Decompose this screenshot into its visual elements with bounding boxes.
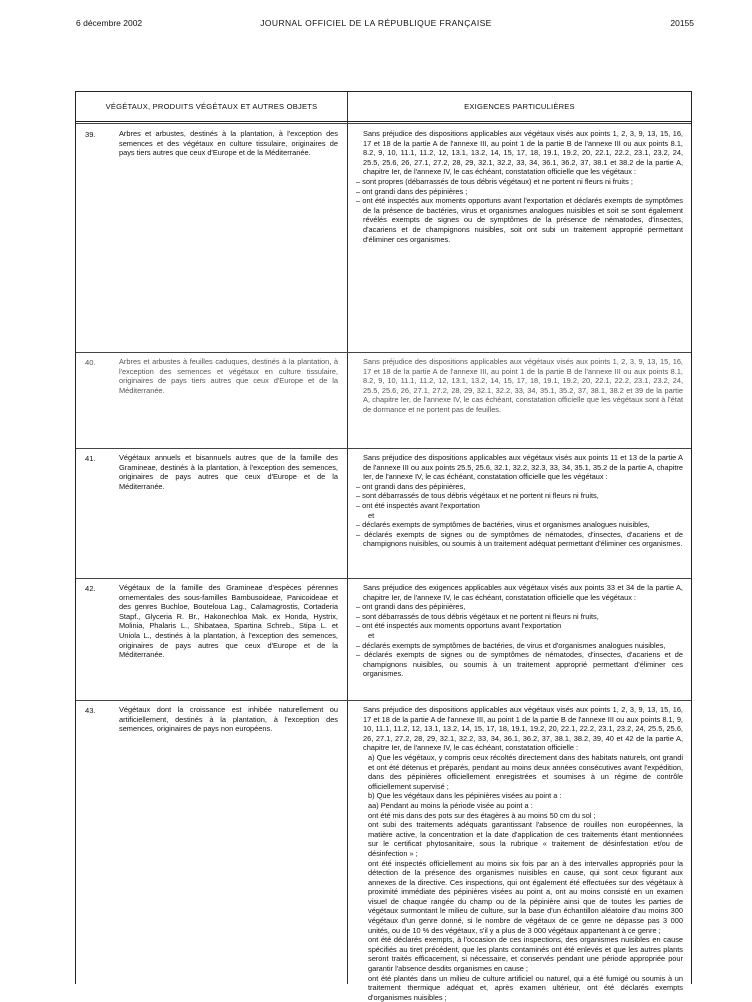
requirement-item: – ont été inspectés aux moments opportuns avant l'exportation xyxy=(356,621,562,631)
row-number: 42. xyxy=(85,584,96,593)
requirements-table xyxy=(75,91,692,1002)
row-objects-text: Arbres et arbustes à feuilles caduques, destinés à la plantation, à l'exception des semences et végétaux en culture tissulaire, originaires de pays tiers autres que ceux d'Europe et de la Méditerranée. xyxy=(119,357,338,395)
row-objects-text: Végétaux annuels et bisannuels autres que de la famille des Gramineae, destinés à la plantation, à l'exception des semences, originaires de pays autres que ceux d'Europe et de la Méditerranée. xyxy=(119,453,338,491)
requirement-item: – ont grandi dans des pépinières ; xyxy=(356,186,468,196)
requirement-item: – déclarés exempts de symptômes de bactéries, de virus et d'organismes analogues nuisibles, xyxy=(356,640,666,650)
requirement-intro: Sans préjudice des dispositions applicables aux végétaux visés aux points 1, 2, 3, 9, 13, 15, 16, 17 et 18 de la partie A de l'annexe III, au point 1 de la partie B de l'annexe III ou aux points 8.1, 9, 10, 11.1, 11.2, 12, 13.1, 13.2, 14, 15, 17, 18, 19.1, 19.2, 20, 22.1, 22.2, 23.1, 23.2, 24, 25.5, 25.6, 26, 27.1, 27.2, 28, 29, 32.1, 32.2, 33, 34, 36.1, 36.2, 37, 38.1, 38.2, 39, 40 et 42 de la partie A, chapitre Ier, de l'annexe IV, le cas échéant, constatation officielle : xyxy=(363,705,683,753)
row-requirements xyxy=(356,705,683,1002)
requirement-item: aa) Pendant au moins la période visée au point a : xyxy=(368,800,533,810)
row-number: 43. xyxy=(85,706,96,715)
requirement-item: – sont débarrassés de tous débris végétaux et ne portent ni fleurs ni fruits, xyxy=(356,491,599,501)
table-row xyxy=(76,578,691,701)
requirement-item: – déclarés exempts de signes ou de symptômes de nématodes, d'insectes, d'acariens et de champignons nuisibles, ou soumis à un traitement approprié permettant d'éliminer ces organismes. xyxy=(356,650,683,679)
row-objects-text: Végétaux de la famille des Gramineae d'espèces pérennes ornementales des sous-familles Bambusoideae, Panicoideae et des genres Buchloe, Bouteloua Lag., Calamagrostis, Cortaderia Stapf., Glyceria R. Br., Hakonechloa Mak. ex Honda, Hystrix, Molinia, Phalaris L., Shibataea, Spartina Schreb., Stipa L. et Uniola L., destinés à la plantation, à l'exception des semences, originaires de pays autres que ceux d'Europe et de la Méditerranée. xyxy=(119,583,338,660)
table-row xyxy=(76,124,691,353)
requirement-item: – déclarés exempts de symptômes de bactéries, virus et organismes analogues nuisibles, xyxy=(356,520,650,530)
requirement-item: ont été plantés dans un milieu de culture artificiel ou naturel, qui a été fumigé ou soumis à un traitement thermique adéquat et, après examen ultérieur, ont été déclarés exempts d'organismes nuisibles ; xyxy=(368,973,683,1002)
row-requirements xyxy=(356,357,683,415)
row-requirements xyxy=(356,583,683,679)
column-header-requirements: EXIGENCES PARTICULIÈRES xyxy=(348,92,691,122)
requirement-item: – déclarés exempts de signes ou de symptômes de nématodes, d'insectes, d'acariens et de champignons nuisibles, ou soumis à un traitement adéquat permettant d'éliminer ces organismes. xyxy=(356,529,683,549)
row-requirements xyxy=(356,129,683,244)
row-number: 39. xyxy=(85,130,96,139)
row-objects-text: Arbres et arbustes, destinés à la plantation, à l'exception des semences et des végétaux en culture tissulaire, originaires de pays tiers autres que ceux d'Europe et de la Méditerranée. xyxy=(119,129,338,158)
table-row xyxy=(76,448,691,579)
requirement-item: – sont débarrassés de tous débris végétaux et ne portent ni fleurs ni fruits, xyxy=(356,611,599,621)
requirement-connector: et xyxy=(368,510,375,520)
requirement-item: ont été mis dans des pots sur des étagères à au moins 50 cm du sol ; xyxy=(368,810,596,820)
requirement-item: – ont été inspectés aux moments opportuns avant l'exportation et déclarés exempts de symptômes de la présence de bactéries, virus et organismes analogues nuisibles et soit se sont également révélés exempts de signes ou de symptômes de la présence de nématodes, d'insectes, d'acariens et de champignons nuisibles, soit ont subi un traitement approprié permettant d'éliminer ces organismes. xyxy=(356,196,683,244)
row-number: 41. xyxy=(85,454,96,463)
requirement-item: – ont été inspectés avant l'exportation xyxy=(356,500,480,510)
row-objects-text: Végétaux dont la croissance est inhibée naturellement ou artificiellement, destinés à la plantation, à l'exception des semences, originaires de pays non européens. xyxy=(119,705,338,734)
requirement-item: ont été déclarés exempts, à l'occasion de ces inspections, des organismes nuisibles en cause spécifiés au tiret précédent, que les plants contaminés ont été enlevés et que les autres plants seront traités efficacement, si nécessaire, et conservés pendant une période appropriée pour garantir l'absence desdits organismes en cause ; xyxy=(368,935,683,974)
requirement-item: a) Que les végétaux, y compris ceux récoltés directement dans des habitats naturels, ont grandi et ont été détenus et préparés, pendant au moins deux années consécutives avant l'expédition, dans des pépinières officiellement enregistrées et soumises à un régime de contrôle officiellement supervisé ; xyxy=(368,752,683,791)
table-row xyxy=(76,352,691,449)
column-header-objects: VÉGÉTAUX, PRODUITS VÉGÉTAUX ET AUTRES OBJETS xyxy=(76,92,347,122)
requirement-item: – sont propres (débarrassés de tous débris végétaux) et ne portent ni fleurs ni fruits ; xyxy=(356,176,633,186)
row-requirements xyxy=(356,453,683,549)
journal-title: JOURNAL OFFICIEL DE LA RÉPUBLIQUE FRANÇAISE xyxy=(260,18,492,28)
requirement-intro: Sans préjudice des dispositions applicables aux végétaux visés aux points 11 et 13 de la partie A de l'annexe III ou aux points 25.5, 25.6, 32.1, 32.2, 32.3, 33, 34, 35.1, 35.2 de la partie A, chapitre Ier, de l'annexe IV, le cas échéant, constatation officielle que les végétaux : xyxy=(363,453,683,482)
requirement-intro: Sans préjudice des exigences applicables aux végétaux visés aux points 33 et 34 de la partie A, chapitre Ier, de l'annexe IV, le cas échéant, constatation officielle que les végétaux : xyxy=(363,583,683,602)
row-number: 40. xyxy=(85,358,96,367)
page-number: 20155 xyxy=(670,18,694,28)
requirement-intro: Sans préjudice des dispositions applicables aux végétaux visés aux points 1, 2, 3, 9, 13, 15, 16, 17 et 18 de la partie A de l'annexe III, au point 1 de la partie B de l'annexe III ou aux points 8.1, 8.2, 9, 10, 11.1, 11.2, 12, 13.1, 13.2, 14, 15, 17, 18, 19.1, 19.2, 20, 22.1, 22.2, 23.1, 23.2, 24, 25.5, 25.6, 26, 27.1, 27.2, 28, 29, 32.1, 32.2, 33, 34, 36.1, 36.2, 37, 38.1 et 38.2 de la partie A, chapitre Ier, de l'annexe IV, le cas échéant, constatation officielle que les végétaux : xyxy=(363,129,683,177)
requirement-connector: et xyxy=(368,630,375,640)
requirement-item: b) Que les végétaux dans les pépinières visées au point a : xyxy=(368,791,562,801)
table-row xyxy=(76,700,691,1002)
requirement-item: – ont grandi dans des pépinières, xyxy=(356,481,466,491)
requirement-item: – ont grandi dans des pépinières, xyxy=(356,602,466,612)
requirement-item: ont été inspectés officiellement au moins six fois par an à des intervalles appropriés pour la détection de la présence des organismes nuisibles en cause, qui sont ceux figurant aux annexes de la directive. Ces inspections, qui ont également été effectuées sur des végétaux à proximité immédiate des pépinières visées au point a, ont au moins consisté en un examen visuel de chaque rangée du champ ou de la pépinière ainsi que de toutes les parties de végétaux surmontant le milieu de culture, sur la base d'un échantillon aléatoire d'au moins 300 végétaux d'un genre donné, si le nombre de végétaux de ce genre ne dépasse pas 3 000 unités, ou de 10 % des végétaux, s'il y a plus de 3 000 végétaux appartenant à ce genre ; xyxy=(368,858,683,935)
requirement-item: ont subi des traitements adéquats garantissant l'absence de rouilles non européennes, la matière active, la concentration et la date d'application de ces traitements étant mentionnées sur le certificat phytosanitaire, sous la rubrique « traitement de désinfestation et/ou de désinfection » ; xyxy=(368,820,683,858)
requirement-intro: Sans préjudice des dispositions applicables aux végétaux visés aux points 1, 2, 3, 9, 13, 15, 16, 17 et 18 de la partie A de l'annexe III, au point 1 de la partie B de l'annexe III ou aux points 8.1, 8.2, 9, 10, 11.1, 11.2, 12, 13.1, 13.2, 14, 15, 17, 18, 19.1, 19.2, 20, 22.1, 22.2, 23.1, 23.2, 24, 25.5, 25.6, 26, 27.1, 27.2, 28, 29, 32.1, 32.2, 33, 34, 35.1, 35.2, 37, 38.1, 38.2 et 39 de la partie A, chapitre Ier, de l'annexe IV, le cas échéant, constatation officielle que les végétaux sont à l'état de dormance et ne portent pas de feuilles. xyxy=(363,357,683,414)
issue-date: 6 décembre 2002 xyxy=(76,18,143,28)
